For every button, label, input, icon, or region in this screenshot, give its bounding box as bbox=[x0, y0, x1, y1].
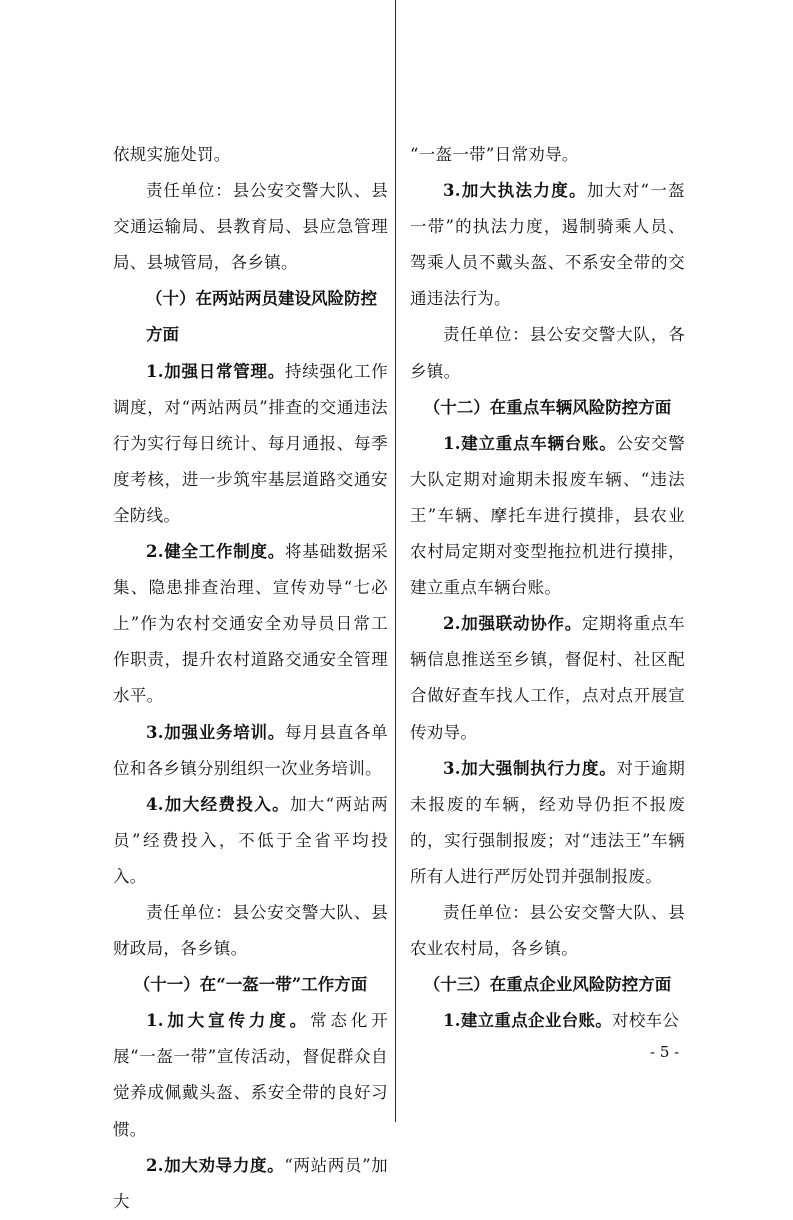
item-text: 每月县直各单位和各乡镇分别组织一次业务培训。 bbox=[113, 722, 388, 778]
item-title: 4.加大经费投入。 bbox=[146, 794, 290, 814]
item-text: 持续强化工作调度，对“两站两员”排查的交通违法行为实行每日统计、每月通报、每季度考核，进一步筑牢基层道路交通安全防线。 bbox=[113, 361, 388, 525]
list-item bbox=[410, 1003, 685, 1039]
list-item bbox=[410, 751, 685, 895]
responsibility-paragraph: 责任单位：县公安交警大队，各乡镇。 bbox=[410, 325, 685, 381]
list-item bbox=[410, 173, 685, 317]
item-text: 加大“两站两员”经费投入，不低于全省平均投入。 bbox=[113, 794, 388, 886]
section-heading-13: （十三）在重点企业风险防控方面 bbox=[423, 975, 672, 995]
item-title: 2.加强联动协作。 bbox=[443, 614, 582, 634]
item-title: 1.建立重点车辆台账。 bbox=[443, 433, 617, 453]
item-title: 3.加大执法力度。 bbox=[443, 181, 587, 201]
item-title: 2.加大劝导力度。 bbox=[146, 1155, 285, 1175]
list-item bbox=[113, 354, 388, 534]
list-item bbox=[113, 1148, 388, 1220]
section-heading-12: （十二）在重点车辆风险防控方面 bbox=[423, 397, 672, 417]
item-text: 加大对“一盔一带”的执法力度，遏制骑乘人员、驾乘人员不戴头盔、不系安全带的交通违法行为。 bbox=[410, 181, 685, 309]
list-item bbox=[113, 1003, 388, 1147]
item-title: 1.建立重点企业台账。 bbox=[443, 1011, 613, 1031]
paragraph: “一盔一带”日常劝导。 bbox=[410, 145, 579, 164]
list-item bbox=[113, 787, 388, 895]
paragraph: 依规实施处罚。 bbox=[113, 145, 231, 164]
item-text: “两站两员”加大 bbox=[113, 1155, 388, 1211]
responsibility-paragraph: 责任单位：县公安交警大队、县农业农村局，各乡镇。 bbox=[410, 902, 685, 959]
section-heading-11: （十一）在“一盔一带”工作方面 bbox=[133, 975, 368, 995]
page-number: - 5 - bbox=[650, 1043, 680, 1061]
item-title: 3.加大强制执行力度。 bbox=[443, 758, 617, 778]
right-column bbox=[410, 137, 685, 1039]
item-text: 对校车公 bbox=[612, 1011, 680, 1031]
item-title: 1.加大宣传力度。 bbox=[146, 1011, 311, 1031]
item-text: 常态化开展“一盔一带”宣传活动，督促群众自觉养成佩戴头盔、系安全带的良好习惯。 bbox=[113, 1011, 388, 1139]
item-title: 2.健全工作制度。 bbox=[146, 542, 285, 562]
list-item bbox=[410, 606, 685, 750]
item-text: 公安交警大队定期对逾期未报废车辆、“违法王”车辆、摩托车进行摸排，县农业农村局定期对变型拖拉机进行摸排，建立重点车辆台账。 bbox=[410, 433, 685, 598]
responsibility-paragraph: 责任单位：县公安交警大队、县财政局，各乡镇。 bbox=[113, 902, 388, 959]
list-item bbox=[410, 426, 685, 606]
item-text: 将基础数据采集、隐患排查治理、宣传劝导“七必上”作为农村交通安全劝导员日常工作职责，提升农村道路交通安全管理水平。 bbox=[113, 542, 388, 706]
list-item bbox=[113, 715, 388, 787]
responsibility-paragraph: 责任单位：县公安交警大队、县交通运输局、县教育局、县应急管理局、县城管局，各乡镇。 bbox=[113, 181, 388, 273]
column-divider bbox=[395, 0, 396, 1122]
left-column bbox=[113, 137, 388, 1220]
list-item bbox=[113, 534, 388, 714]
item-title: 1.加强日常管理。 bbox=[146, 361, 285, 381]
item-title: 3.加强业务培训。 bbox=[146, 722, 285, 742]
section-heading-10: （十）在两站两员建设风险防控方面 bbox=[146, 289, 377, 345]
item-text: 对于逾期未报废的车辆，经劝导仍拒不报废的，实行强制报废；对“违法王”车辆所有人进行严厉处罚并强制报废。 bbox=[410, 758, 685, 886]
item-text: 定期将重点车辆信息推送至乡镇，督促村、社区配合做好查车找人工作，点对点开展宣传劝导。 bbox=[410, 614, 685, 742]
